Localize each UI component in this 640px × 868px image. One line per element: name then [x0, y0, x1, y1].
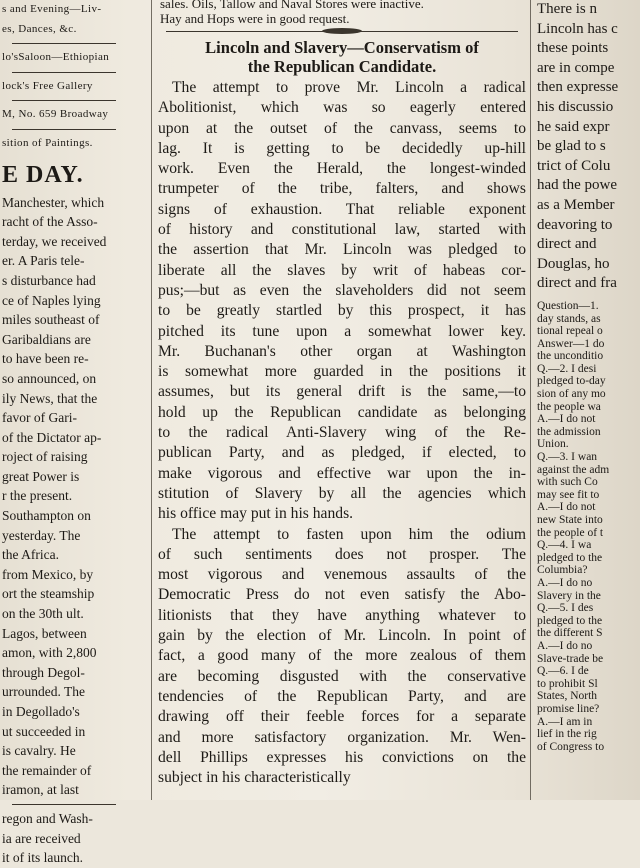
headline-line: the Republican Candidate.	[247, 57, 437, 76]
listing-line: lock's Free Gallery	[2, 79, 93, 92]
body-line: upon at the outset of the canvass, seems to	[158, 119, 526, 137]
right-line: There is n	[537, 1, 597, 17]
news-line: regon and Wash-	[2, 810, 93, 826]
qa-line: to prohibit Sl	[537, 677, 598, 690]
body-line: to the radical Anti-Slavery wing of the Re-	[158, 424, 526, 442]
news-line: yesterday. The	[2, 527, 81, 543]
qa-line: new State into	[537, 514, 603, 526]
divider	[12, 129, 116, 130]
right-column	[534, 0, 640, 800]
listing-line: sition of Paintings.	[2, 136, 93, 149]
body-line: gain by the election of Mr. Lincoln. In point of	[158, 627, 526, 645]
qa-line: Slave-trade be	[537, 652, 604, 665]
body-line: Mr. Buchanan's other organ at Washington	[158, 342, 526, 360]
body-line: of such sentiments does not prosper. The	[158, 545, 526, 563]
news-line: s disturbance had	[2, 272, 96, 288]
body-line: hold up the Republican candidate as belonging	[158, 403, 526, 421]
right-line: Lincoln has c	[537, 20, 618, 37]
right-line: are in compe	[537, 59, 615, 76]
news-line: from Mexico, by	[2, 566, 94, 582]
body-line: Abolitionist, which was so eagerly entered	[158, 99, 526, 117]
listing-line: s and Evening—Liv-	[2, 3, 102, 15]
market-report-tail	[156, 0, 528, 26]
body-line: stitution of Slavery by all the agencies which	[158, 484, 526, 502]
news-line: ia are received	[2, 830, 81, 846]
news-line: Manchester, which	[2, 194, 105, 210]
listing-line: M, No. 659 Broadway	[2, 108, 109, 121]
divider	[12, 72, 116, 73]
middle-column	[156, 0, 528, 800]
divider	[12, 100, 116, 101]
market-line: sales. Oils, Tallow and Naval Stores were inactive.	[160, 0, 424, 11]
body-line: work. Even the Herald, the longest-winded	[158, 160, 526, 178]
qa-line: lief in the rig	[537, 728, 597, 741]
news-line: to have been re-	[2, 351, 89, 367]
body-line: trumpeter of the tribe, falters, and shows	[158, 180, 526, 198]
qa-line: the different S	[537, 627, 603, 640]
news-line: ily News, that the	[2, 390, 98, 406]
news-line: Lagos, between	[2, 625, 87, 641]
qa-line: the people wa	[537, 400, 601, 413]
right-line: he said expr	[537, 118, 610, 135]
qa-line: of Congress to	[537, 740, 605, 753]
body-line: subject in his characteristically	[158, 769, 351, 787]
news-line: iramon, at last	[2, 782, 79, 798]
news-line: so announced, on	[2, 370, 97, 386]
body-line: The attempt to fasten upon him the odium	[172, 525, 526, 543]
news-line: the Africa.	[2, 547, 59, 563]
news-line: ce of Naples lying	[2, 292, 101, 308]
right-article	[534, 0, 640, 294]
body-line: make vigorous and effective war upon the in-	[158, 464, 526, 482]
right-line: his discussio	[537, 98, 614, 115]
news-line: the remainder of	[2, 762, 92, 778]
column-rule-right	[530, 0, 531, 800]
qa-line: Union.	[537, 438, 569, 451]
qa-line: tional repeal o	[537, 325, 603, 338]
body-line: his office may put in his hands.	[158, 505, 354, 523]
right-line: direct and	[537, 236, 597, 253]
news-line: ort the steamship	[2, 586, 95, 602]
qa-line: A.—I do not	[537, 501, 596, 514]
qa-line: sion of any mo	[537, 388, 606, 401]
qa-line: promise line?	[537, 702, 600, 715]
news-line: on the 30th ult.	[2, 606, 84, 622]
qa-line: pledged to the	[537, 551, 603, 564]
listing-line: lo'sSaloon—Ethiopian	[2, 51, 110, 64]
body-line: is somewhat more guarded in the positions it	[158, 363, 526, 381]
body-line: most vigorous and venemous assaults of the	[158, 566, 526, 584]
body-line: and more satisfactory organization. Mr. Wen-	[158, 728, 526, 746]
divider	[12, 804, 116, 805]
qa-line: A.—I am in	[537, 715, 593, 728]
amusements-listing	[0, 0, 146, 154]
left-column	[0, 0, 146, 866]
body-line: publican Party, and as pledged, if elected, to	[158, 444, 526, 462]
body-line: litionists that they have anything whatever to	[158, 606, 526, 624]
qa-line: Q.—3. I wan	[537, 451, 598, 464]
question-answer-list	[534, 300, 640, 753]
right-line: these points	[537, 40, 609, 57]
qa-line: against the adm	[537, 463, 610, 476]
body-line: fact, a good many of the more zealous of them	[158, 647, 526, 665]
body-line: signs of exhaustion. That reliable exponent	[158, 200, 526, 218]
listing-line: es, Dances, &c.	[2, 22, 77, 35]
body-line: dell Phillips expresses his convictions on the	[158, 748, 526, 766]
article-headline	[156, 38, 528, 76]
body-line: The attempt to prove Mr. Lincoln a radical	[172, 79, 526, 96]
body-line: pitched its tune upon a somewhat lower key.	[158, 322, 526, 340]
qa-line: the unconditio	[537, 350, 604, 363]
news-line: amon, with 2,800	[2, 645, 97, 661]
separator-ornament	[322, 28, 362, 34]
news-line: roject of raising	[2, 449, 88, 465]
section-heading: E DAY.	[2, 161, 84, 188]
qa-line: Columbia?	[537, 564, 588, 577]
qa-line: Q.—4. I wa	[537, 539, 592, 552]
right-line: trict of Colu	[537, 157, 611, 174]
qa-line: day stands, as	[537, 312, 601, 325]
qa-line: Q.—6. I de	[537, 665, 589, 678]
news-line: Southampton on	[2, 508, 91, 524]
body-line: lag. It is getting to be decidedly up-hill	[158, 139, 526, 157]
news-line: er. A Paris tele-	[2, 253, 85, 269]
body-line: Democratic Press do not even satisfy the Abo-	[158, 586, 526, 604]
body-line: to be greatly startled by this prospect, it has	[158, 302, 526, 320]
right-line: deavoring to	[537, 216, 613, 233]
news-summary	[0, 193, 146, 868]
right-line: then expresse	[537, 79, 619, 96]
body-line: pus;—but as even the slaveholders did not seem	[158, 281, 526, 299]
qa-line: the people of t	[537, 526, 604, 539]
column-rule-left	[151, 0, 152, 800]
qa-line: A.—I do no	[537, 576, 593, 589]
body-line: are becoming disgusted with the conservative	[158, 667, 526, 685]
divider	[12, 43, 116, 44]
qa-line: A.—I do no	[537, 639, 593, 652]
right-line: be glad to s	[537, 138, 606, 155]
qa-line: States, North	[537, 690, 598, 703]
article-separator	[166, 31, 518, 32]
market-line: Hay and Hops were in good request.	[160, 10, 350, 26]
qa-line: pledged to-day	[537, 375, 606, 388]
body-line: assumes, but its general drift is the same,—to	[158, 383, 526, 401]
qa-line: may see fit to	[537, 488, 600, 501]
news-line: urrounded. The	[2, 684, 85, 700]
qa-line: Q.—2. I desi	[537, 362, 597, 375]
body-line: of history and constitutional law, started with	[158, 221, 526, 239]
news-line: r the present.	[2, 488, 73, 504]
body-line: liberate all the slaves by writ of habeas cor-	[158, 261, 526, 279]
body-line: the assertion that Mr. Lincoln was pledged to	[158, 241, 526, 259]
news-line: favor of Gari-	[2, 410, 77, 426]
news-line: miles southeast of	[2, 312, 100, 328]
news-line: great Power is	[2, 468, 80, 484]
news-line: is cavalry. He	[2, 743, 76, 759]
right-line: as a Member	[537, 196, 615, 213]
qa-line: with such Co	[537, 476, 598, 489]
qa-line: the admission	[537, 425, 601, 438]
right-line: had the powe	[537, 177, 617, 194]
qa-line: pledged to the	[537, 614, 603, 627]
news-line: through Degol-	[2, 664, 85, 680]
news-line: in Degollado's	[2, 704, 80, 719]
news-line: Garibaldians are	[2, 331, 91, 347]
qa-line: Answer—1 do	[537, 337, 605, 350]
article-body	[156, 78, 528, 788]
news-line: of the Dictator ap-	[2, 429, 102, 445]
qa-line: Question—1.	[537, 299, 599, 312]
qa-line: Slavery in the	[537, 589, 601, 602]
qa-line: Q.—5. I des	[537, 602, 594, 615]
news-line: it of its launch.	[2, 850, 83, 866]
news-line: ut succeeded in	[2, 723, 86, 739]
news-line: terday, we received	[2, 233, 107, 249]
headline-line: Lincoln and Slavery—Conservatism of	[205, 38, 479, 57]
right-line: direct and fra	[537, 275, 617, 292]
body-line: drawing off their feeble forces for a separate	[158, 708, 526, 726]
right-line: Douglas, ho	[537, 255, 610, 272]
body-line: tendencies of the Republican Party, and are	[158, 687, 526, 705]
news-line: racht of the Asso-	[2, 214, 98, 230]
qa-line: A.—I do not	[537, 413, 596, 426]
